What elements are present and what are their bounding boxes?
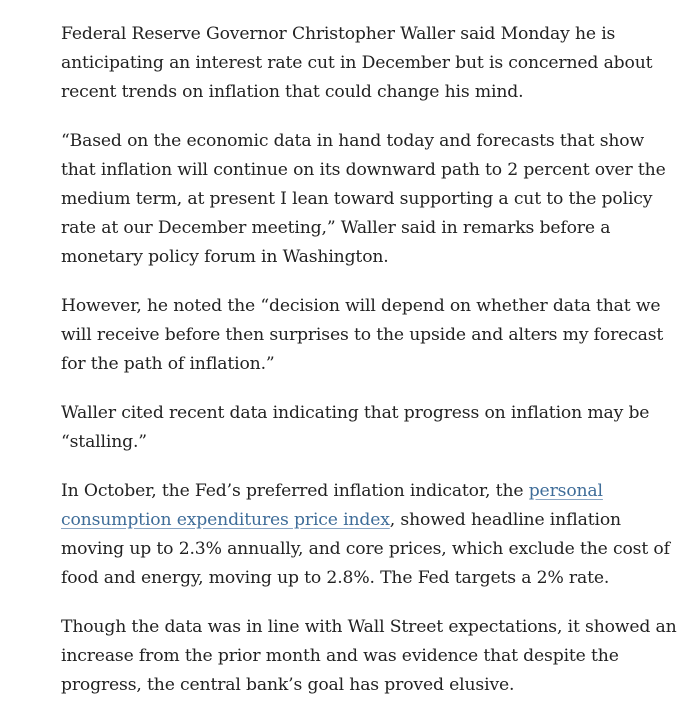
paragraph-waller-quote: “Based on the economic data in hand today and forecasts that show that inflation will continue on its downward path to 2 percent over the medium term, at present I lean toward supporting a cut to the policy rate at our December meeting,” Waller said in remarks before a monetary policy forum in Washington. [61, 131, 666, 267]
paragraph-inflation-stalling: Waller cited recent data indicating that progress on inflation may be “stalling.” [61, 403, 650, 452]
paragraph-pce-index [61, 477, 681, 593]
paragraph-goal-elusive: Though the data was in line with Wall Street expectations, it showed an increase from the prior month and was evidence that despite the progress, the central bank’s goal has proved elusive. [61, 617, 677, 695]
paragraph-waller-anticipating-cut: Federal Reserve Governor Christopher Waller said Monday he is anticipating an interest rate cut in December but is concerned about recent trends on inflation that could change his mind. [61, 24, 653, 102]
pce-index-link[interactable]: personal consumption expenditures price index [61, 481, 603, 530]
paragraph-text: , showed headline inflation moving up to 2.3% annually, and core prices, which exclude the cost of food and energy, moving up to 2.8%. The Fed targets a 2% rate. [61, 510, 670, 588]
paragraph-decision-depends: However, he noted the “decision will depend on whether data that we will receive before then surprises to the upside and alters my forecast for the path of inflation.” [61, 296, 664, 374]
article-body [61, 20, 681, 720]
paragraph-text: In October, the Fed’s preferred inflation indicator, the [61, 481, 529, 501]
